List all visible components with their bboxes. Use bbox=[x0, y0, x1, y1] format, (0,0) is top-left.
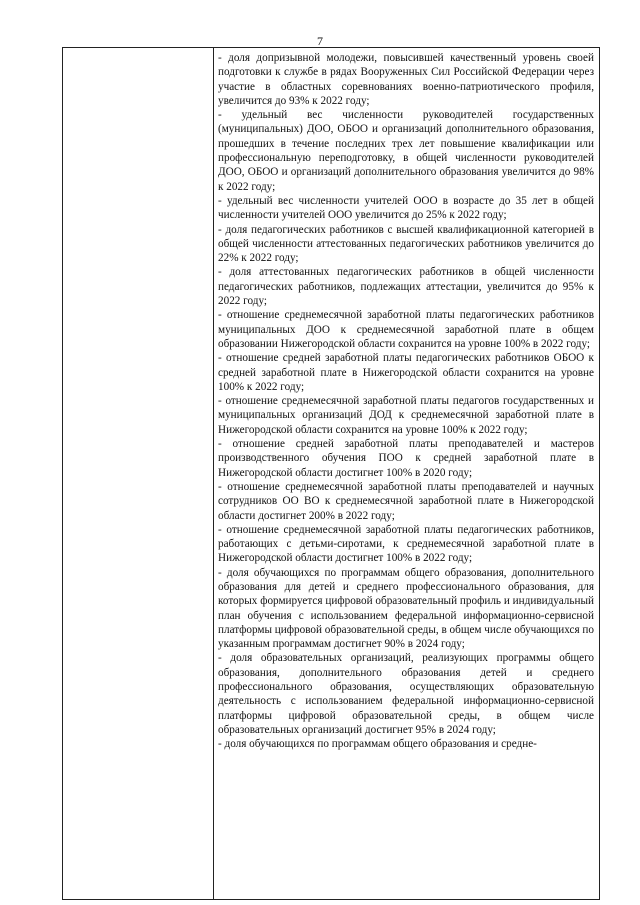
indicator-item: - доля обучающихся по программам общего образования и средне- bbox=[218, 738, 537, 751]
table-right-column bbox=[214, 48, 599, 899]
indicator-item: - отношение среднемесячной заработной платы педагогов государственных и муниципальных организаций ДОД к среднемесячной заработной плате в Нижегородской области сохранится на уровне 100% к 2022 году; bbox=[218, 395, 594, 436]
table-left-column bbox=[63, 48, 214, 899]
indicator-item: - доля образовательных организаций, реализующих программы общего образования, дополнительного образования детей и среднего профессионального образования, осуществляющих образовательную деятельность с использованием федеральной информационно-сервисной платформы цифровой образовательной среды, в общем числе образовательных организаций достигнет 95% в 2024 году; bbox=[218, 652, 594, 736]
indicator-item: - доля педагогических работников с высшей квалификационной категорией в общей численности аттестованных педагогических работников увеличится до 22% к 2022 году; bbox=[218, 223, 594, 265]
indicator-item: - отношение средней заработной платы преподавателей и мастеров производственного обучения ПОО к средней заработной плате в Нижегородской области достигнет 100% в 2020 году; bbox=[218, 438, 594, 479]
indicator-item: - удельный вес численности учителей ООО в возрасте до 35 лет в общей численности учителей ООО увеличится до 25% к 2022 году; bbox=[218, 194, 594, 222]
indicator-item: - отношение среднемесячной заработной платы педагогических работников, работающих с детьми-сиротами, к среднемесячной заработной плате в Нижегородской области достигнет 100% в 2022 году; bbox=[218, 523, 594, 565]
indicator-item: - отношение среднемесячной заработной платы педагогических работников муниципальных ДОО к среднемесячной заработной плате в общем образовании Нижегородской области сохранится на уровне 100% в 2022 году; bbox=[218, 309, 594, 350]
indicator-item: - доля допризывной молодежи, повысившей качественный уровень своей подготовки к службе в рядах Вооруженных Сил Российской Федерации через участие в областных соревнованиях военно-патриотического профиля, увеличится до 93% к 2022 году; bbox=[218, 52, 594, 107]
indicator-item: - доля обучающихся по программам общего образования, дополнительного образования для детей и среднего профессионального образования, для которых формируется цифровой образовательный профиль и индивидуальный план обучения с использованием федеральной информационно-сервисной платформы цифровой образовательной среды, в общем числе обучающихся по указанным программам достигнет 90% в 2024 году; bbox=[218, 566, 594, 651]
indicator-item: - удельный вес численности руководителей государственных (муниципальных) ДОО, ОБОО и организаций дополнительного образования, прошедших в течение последних трех лет повышение квалификации или профессиональную переподготовку, в общей численности руководителей ДОО, ОБОО и организаций дополнительного образования увеличится до 98% к 2022 году; bbox=[218, 109, 594, 193]
indicator-item: - доля аттестованных педагогических работников в общей численности педагогических работников, подлежащих аттестации, увеличится до 95% к 2022 году; bbox=[218, 266, 594, 308]
indicator-item: - отношение среднемесячной заработной платы преподавателей и научных сотрудников ОО ВО к среднемесячной заработной плате в Нижегородской области достигнет 200% в 2022 году; bbox=[218, 480, 594, 522]
document-table bbox=[62, 47, 600, 900]
indicator-item: - отношение средней заработной платы педагогических работников ОБОО к средней заработной плате в Нижегородской области сохранится на уровне 100% к 2022 году; bbox=[218, 352, 594, 393]
page-number: 7 bbox=[317, 34, 323, 48]
